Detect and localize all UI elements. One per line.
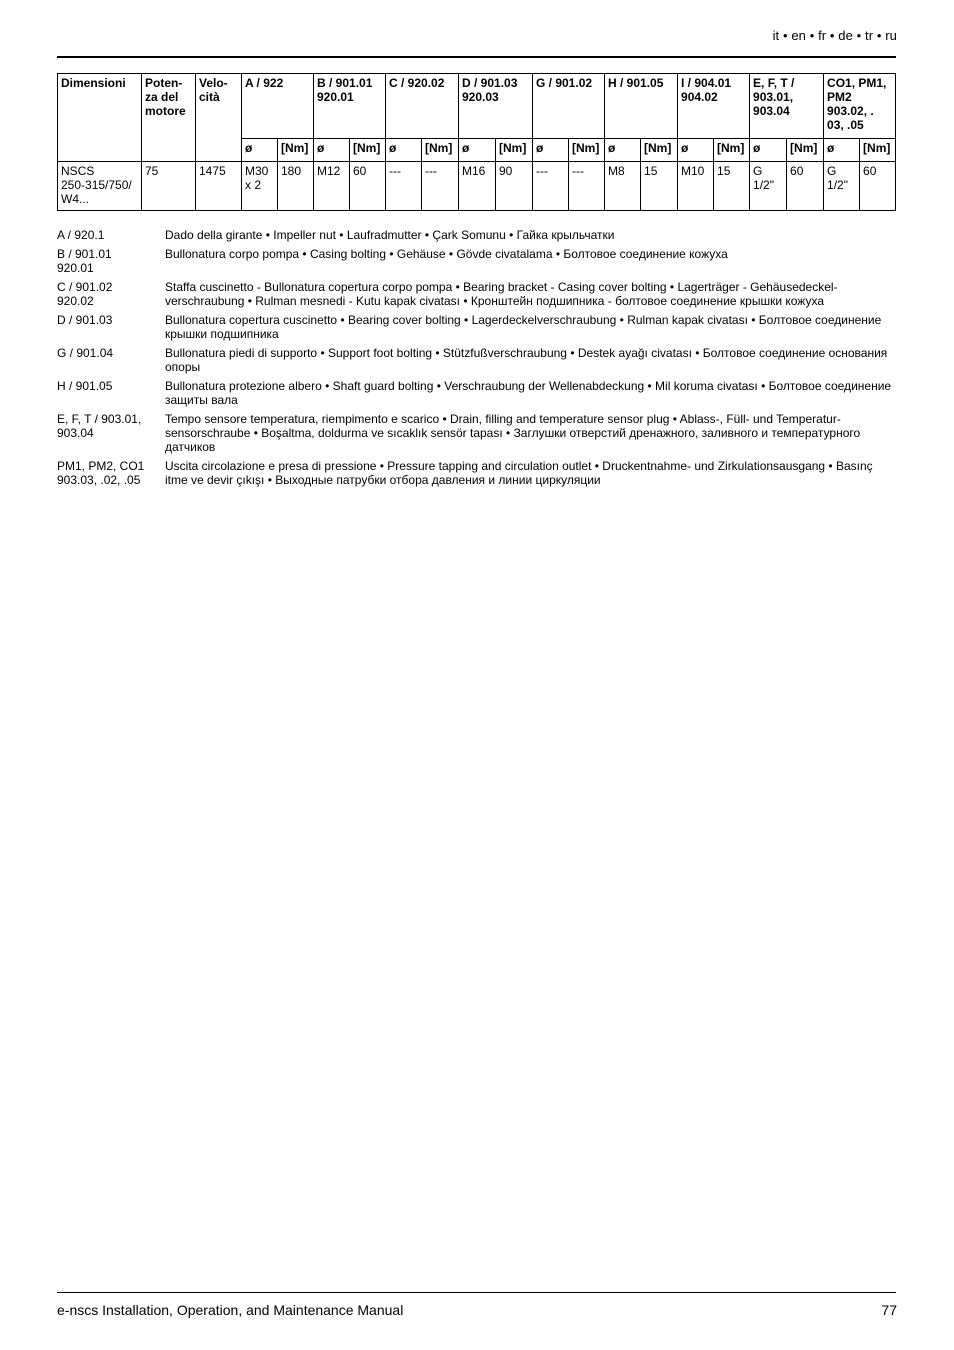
header-dimensioni: Dimensioni	[58, 74, 142, 162]
legend-code: E, F, T / 903.01, 903.04	[57, 412, 142, 440]
cell-power: 75	[142, 162, 196, 211]
subheader-diameter: ø	[459, 139, 496, 162]
legend-code: B / 901.01 920.01	[57, 247, 112, 275]
header-group: G / 901.02	[533, 74, 605, 139]
cell-diameter: G 1/2"	[824, 162, 860, 211]
header-group: B / 901.01 920.01	[314, 74, 386, 139]
subheader-diameter: ø	[242, 139, 278, 162]
legend-code: C / 901.02 920.02	[57, 280, 113, 308]
legend-item	[57, 346, 896, 374]
header-group: D / 901.03 920.03	[459, 74, 533, 139]
subheader-torque: [Nm]	[496, 139, 533, 162]
legend-description: Dado della girante • Impeller nut • Laufradmutter • Çark Somunu • Гайка крыльчатки	[165, 228, 615, 242]
legend-description: Staffa cuscinetto - Bullonatura copertura corpo pompa • Bearing bracket - Casing cover bolting • Lagerträger - Gehäusedeckel-verschraubung • Rulman mesnedi - Kutu kapak civatası • Кронштейн подшипника - болтовое соединение крышки кожуха	[165, 280, 838, 308]
header-group: C / 920.02	[386, 74, 459, 139]
legend-code: D / 901.03	[57, 313, 113, 327]
torque-spec-table	[57, 73, 896, 211]
header-potenza: Poten- za del motore	[142, 74, 196, 162]
cell-torque: 15	[714, 162, 750, 211]
subheader-torque: [Nm]	[569, 139, 605, 162]
header-group: CO1, PM1, PM2 903.02, . 03, .05	[824, 74, 896, 139]
cell-diameter: M12	[314, 162, 350, 211]
legend-item	[57, 247, 896, 275]
cell-torque: 60	[350, 162, 386, 211]
legend-item	[57, 228, 896, 242]
language-list: it • en • fr • de • tr • ru	[772, 28, 897, 43]
footer-title: e-nscs Installation, Operation, and Maintenance Manual	[57, 1302, 404, 1318]
table-row	[58, 162, 896, 211]
legend-item	[57, 412, 896, 454]
legend-code: G / 901.04	[57, 346, 114, 360]
subheader-torque: [Nm]	[422, 139, 459, 162]
cell-torque: 180	[278, 162, 314, 211]
legend-code: H / 901.05	[57, 379, 113, 393]
subheader-diameter: ø	[605, 139, 641, 162]
legend-description: Bullonatura piedi di supporto • Support foot bolting • Stützfußverschraubung • Destek ayağı civatası • Болтовое соединение основания опоры	[165, 346, 888, 374]
subheader-diameter: ø	[824, 139, 860, 162]
legend-description: Uscita circolazione e presa di pressione • Pressure tapping and circulation outlet • Druckentnahme- und Zirkulationsausgang • Basınç itme ve devir çıkışı • Выходные патрубки отбора давления и линии циркуляции	[165, 459, 873, 487]
cell-diameter: G 1/2"	[750, 162, 787, 211]
header-group: I / 904.01 904.02	[678, 74, 750, 139]
legend-description: Tempo sensore temperatura, riempimento e scarico • Drain, filling and temperature sensor plug • Ablass-, Füll- und Temperatur-sensorschraube • Boşaltma, doldurma ve sıcaklık sensör tapası • Заглушки отверстий дренажного, заливного и температурного датчиков	[165, 412, 861, 454]
subheader-torque: [Nm]	[278, 139, 314, 162]
footer-divider	[57, 1292, 896, 1293]
cell-diameter: M8	[605, 162, 641, 211]
legend-description: Bullonatura protezione albero • Shaft guard bolting • Verschraubung der Wellenabdeckung • Mil koruma civatası • Болтовое соединение защиты вала	[165, 379, 892, 407]
cell-speed: 1475	[196, 162, 242, 211]
legend-item	[57, 379, 896, 407]
legend-description: Bullonatura copertura cuscinetto • Bearing cover bolting • Lagerdeckelverschraubung • Rulman kapak civatası • Болтовое соединение крышки подшипника	[165, 313, 882, 341]
header-group: A / 922	[242, 74, 314, 139]
subheader-diameter: ø	[386, 139, 422, 162]
cell-model: NSCS 250-315/750/ W4...	[58, 162, 142, 211]
legend-item	[57, 459, 896, 487]
cell-torque: 15	[641, 162, 678, 211]
subheader-diameter: ø	[314, 139, 350, 162]
subheader-torque: [Nm]	[350, 139, 386, 162]
subheader-diameter: ø	[678, 139, 714, 162]
subheader-diameter: ø	[750, 139, 787, 162]
cell-diameter: M10	[678, 162, 714, 211]
legend-item	[57, 280, 896, 308]
cell-diameter: M30 x 2	[242, 162, 278, 211]
legend-code: A / 920.1	[57, 228, 105, 242]
subheader-diameter: ø	[533, 139, 569, 162]
page-number: 77	[881, 1302, 897, 1318]
header-divider	[57, 56, 896, 58]
table-header-row	[58, 74, 896, 139]
header-group: E, F, T / 903.01, 903.04	[750, 74, 824, 139]
header-velocita: Velo- cità	[196, 74, 242, 162]
cell-diameter: ---	[533, 162, 569, 211]
cell-torque: 60	[787, 162, 824, 211]
cell-torque: 60	[860, 162, 896, 211]
cell-torque: 90	[496, 162, 533, 211]
legend-list	[57, 228, 896, 492]
subheader-torque: [Nm]	[787, 139, 824, 162]
cell-torque: ---	[422, 162, 459, 211]
legend-description: Bullonatura corpo pompa • Casing bolting • Gehäuse • Gövde civatalama • Болтовое соединение кожуха	[165, 247, 728, 261]
subheader-torque: [Nm]	[860, 139, 896, 162]
cell-torque: ---	[569, 162, 605, 211]
cell-diameter: ---	[386, 162, 422, 211]
legend-item	[57, 313, 896, 341]
cell-diameter: M16	[459, 162, 496, 211]
subheader-torque: [Nm]	[641, 139, 678, 162]
subheader-torque: [Nm]	[714, 139, 750, 162]
header-group: H / 901.05	[605, 74, 678, 139]
legend-code: PM1, PM2, CO1 903.03, .02, .05	[57, 459, 145, 487]
